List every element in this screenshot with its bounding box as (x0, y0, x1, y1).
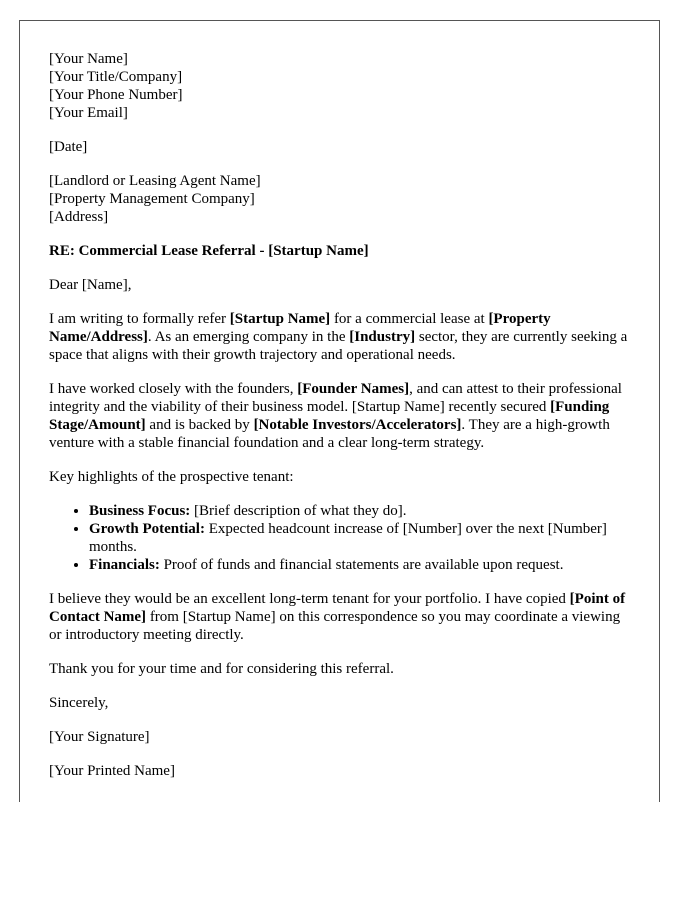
highlight-label: Financials: (89, 557, 160, 573)
date-line: [Date] (49, 139, 88, 155)
highlights-list (49, 502, 630, 574)
p1-bold-property: [Property Name/Address] (49, 311, 551, 345)
sender-name: [Your Name] (49, 51, 128, 67)
sender-email: [Your Email] (49, 105, 128, 121)
sender-block (49, 50, 630, 122)
sender-phone: [Your Phone Number] (49, 87, 183, 103)
printed-name-line: [Your Printed Name] (49, 763, 175, 779)
paragraph-referral (49, 310, 630, 364)
p1-text-3: . As an emerging company in the (147, 329, 350, 345)
letter-page (19, 20, 660, 802)
signature-line: [Your Signature] (49, 729, 150, 745)
p1-bold-industry: [Industry] (349, 329, 416, 345)
p2-bold-funding: [Funding Stage/Amount] (49, 399, 610, 433)
p1-text-4: sector, they are currently seeking a space that aligns with their growth trajectory and operational needs. (49, 329, 628, 363)
closing-line: Sincerely, (49, 695, 109, 711)
paragraph-contact (49, 590, 630, 644)
p3-text-1: I believe they would be an excellent long-term tenant for your portfolio. I have copied (49, 591, 570, 607)
recipient-company: [Property Management Company] (49, 191, 255, 207)
sender-title-company: [Your Title/Company] (49, 69, 183, 85)
p2-text-1: I have worked closely with the founders, (49, 381, 298, 397)
p3-bold-contact: [Point of Contact Name] (49, 591, 626, 625)
p1-text-1: I am writing to formally refer (49, 311, 230, 327)
recipient-block (49, 172, 630, 226)
salutation: Dear [Name], (49, 277, 132, 293)
subject-line: RE: Commercial Lease Referral - [Startup Name] (49, 243, 369, 259)
highlight-label: Business Focus: (89, 503, 191, 519)
p2-text-2: , and can attest to their professional integrity and the viability of their business model. [Startup Name] recently secured (49, 381, 622, 415)
list-item (89, 502, 630, 520)
highlights-intro: Key highlights of the prospective tenant: (49, 469, 294, 485)
p2-text-3: and is backed by (145, 417, 254, 433)
list-item (89, 556, 630, 574)
p1-text-2: for a commercial lease at (330, 311, 489, 327)
list-item (89, 520, 630, 556)
highlight-text: Proof of funds and financial statements are available upon request. (159, 557, 564, 573)
highlight-text: [Brief description of what they do]. (190, 503, 407, 519)
p3-text-2: from [Startup Name] on this correspondence so you may coordinate a viewing or introductory meeting directly. (49, 609, 621, 643)
p1-bold-startup: [Startup Name] (229, 311, 331, 327)
highlight-text: Expected headcount increase of [Number] over the next [Number] months. (89, 521, 607, 555)
thanks-line: Thank you for your time and for considering this referral. (49, 661, 394, 677)
recipient-name: [Landlord or Leasing Agent Name] (49, 173, 261, 189)
recipient-address: [Address] (49, 209, 109, 225)
p2-bold-investors: [Notable Investors/Accelerators] (253, 417, 462, 433)
paragraph-founders (49, 380, 630, 452)
p2-text-4: . They are a high-growth venture with a stable financial foundation and a clear long-term strategy. (49, 417, 610, 451)
p2-bold-founders: [Founder Names] (297, 381, 410, 397)
highlight-label: Growth Potential: (89, 521, 205, 537)
